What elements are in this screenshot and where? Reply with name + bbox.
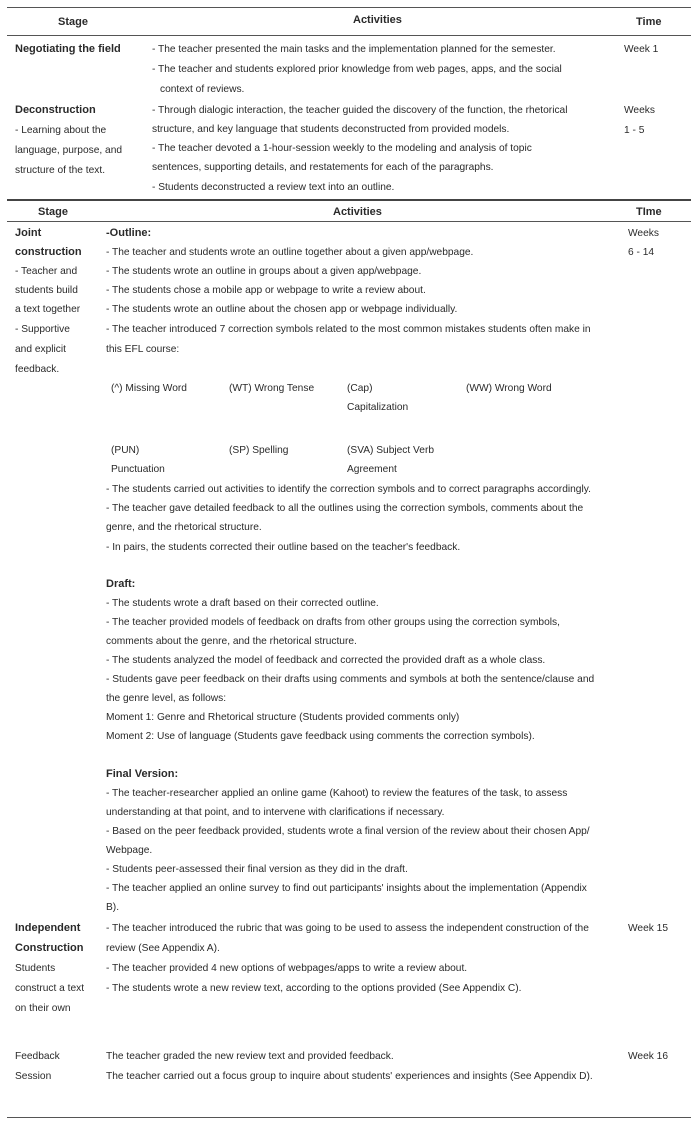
- draft-line-4: - The students analyzed the model of feedback and corrected the provided draft as a whole class.: [106, 655, 546, 666]
- outline-line-6: this EFL course:: [106, 344, 180, 355]
- joint-stage-title-2: construction: [15, 246, 82, 258]
- draft-line-6: the genre level, as follows:: [106, 693, 227, 704]
- feedback-time: Week 16: [628, 1051, 669, 1062]
- final-line-4: Webpage.: [106, 845, 153, 856]
- deconstruction-activity-line-3: - The teacher devoted a 1-hour-session weekly to the modeling and analysis of topic: [152, 143, 532, 154]
- outline-line-4: - The students wrote an outline about the chosen app or webpage individually.: [106, 304, 458, 315]
- draft-section-title: Draft:: [106, 578, 136, 590]
- symbol-punctuation: Punctuation: [111, 464, 165, 475]
- outline-after-line-2: - The teacher gave detailed feedback to all the outlines using the correction symbols, comments about the: [106, 503, 584, 514]
- symbol-subject-verb: (SVA) Subject Verb: [347, 445, 435, 456]
- joint-stage-desc-1: - Teacher and: [15, 266, 78, 277]
- draft-line-7: Moment 1: Genre and Rhetorical structure (Students provided comments only): [106, 712, 460, 723]
- joint-time-1: Weeks: [628, 228, 659, 239]
- joint-stage-desc-4: - Supportive: [15, 324, 70, 335]
- table2-header-rule: [7, 221, 691, 222]
- joint-stage-desc-6: feedback.: [15, 364, 60, 375]
- independent-stage-title-1: Independent: [15, 922, 81, 934]
- table1-header-activities: Activities: [353, 14, 402, 26]
- outline-section-title: -Outline:: [106, 227, 152, 239]
- symbol-missing-word: (^) Missing Word: [111, 383, 187, 394]
- outline-after-line-1: - The students carried out activities to identify the correction symbols and to correct paragraphs accordingly.: [106, 484, 591, 495]
- draft-line-1: - The students wrote a draft based on their corrected outline.: [106, 598, 379, 609]
- independent-line-4: - The students wrote a new review text, according to the options provided (See Appendix C).: [106, 983, 522, 994]
- feedback-line-1: The teacher graded the new review text and provided feedback.: [106, 1051, 394, 1062]
- negotiating-time: Week 1: [624, 44, 659, 55]
- deconstruction-activity-line-2: structure, and key language that students deconstructed from provided models.: [152, 124, 510, 135]
- table1-bottom-rule: [7, 199, 691, 201]
- table1-header-time: Time: [636, 16, 662, 28]
- outline-after-line-3: genre, and the rhetorical structure.: [106, 522, 262, 533]
- final-line-3: - Based on the peer feedback provided, students wrote a final version of the review about their chosen App/: [106, 826, 590, 837]
- deconstruction-stage-desc-3: structure of the text.: [15, 165, 106, 176]
- deconstruction-time-1: Weeks: [624, 105, 655, 116]
- symbol-agreement: Agreement: [347, 464, 397, 475]
- feedback-line-2: The teacher carried out a focus group to inquire about students' experiences and insights (See Appendix D).: [106, 1071, 593, 1082]
- independent-stage-desc-3: on their own: [15, 1003, 71, 1014]
- table2-header-activities: Activities: [333, 206, 382, 218]
- deconstruction-stage-title: Deconstruction: [15, 104, 96, 116]
- draft-line-5: - Students gave peer feedback on their drafts using comments and symbols at both the sentence/clause and: [106, 674, 595, 685]
- joint-stage-desc-3: a text together: [15, 304, 81, 315]
- deconstruction-activity-line-5: - Students deconstructed a review text into an outline.: [152, 182, 395, 193]
- independent-line-1: - The teacher introduced the rubric that was going to be used to assess the independent construction of the: [106, 923, 589, 934]
- deconstruction-stage-desc-2: language, purpose, and: [15, 145, 123, 156]
- table1-top-rule: [7, 7, 691, 8]
- draft-line-3: comments about the genre, and the rhetorical structure.: [106, 636, 357, 647]
- joint-stage-title-1: Joint: [15, 227, 42, 239]
- feedback-stage-title-1: Feedback: [15, 1051, 60, 1062]
- independent-stage-desc-1: Students: [15, 963, 56, 974]
- final-line-2: understanding at that point, and to intervene with clarifications if necessary.: [106, 807, 445, 818]
- outline-line-1: - The teacher and students wrote an outline together about a given app/webpage.: [106, 247, 474, 258]
- final-line-5: - Students peer-assessed their final version as they did in the draft.: [106, 864, 408, 875]
- table1-header-stage: Stage: [58, 16, 88, 28]
- joint-stage-desc-2: students build: [15, 285, 78, 296]
- independent-line-2: review (See Appendix A).: [106, 943, 220, 954]
- table2-header-time: TIme: [636, 206, 662, 218]
- symbol-capitalization: Capitalization: [347, 402, 409, 413]
- final-line-6: - The teacher applied an online survey to find out participants' insights about the implementation (Appendix: [106, 883, 587, 894]
- final-section-title: Final Version:: [106, 768, 179, 780]
- deconstruction-activity-line-4: sentences, supporting details, and restatements for each of the paragraphs.: [152, 162, 494, 173]
- negotiating-activity-line-2: - The teacher and students explored prior knowledge from web pages, apps, and the social: [152, 64, 562, 75]
- negotiating-activity-line-3: context of reviews.: [160, 84, 245, 95]
- draft-line-8: Moment 2: Use of language (Students gave feedback using comments the correction symbols).: [106, 731, 535, 742]
- negotiating-stage-title: Negotiating the field: [15, 43, 121, 55]
- deconstruction-activity-line-1: - Through dialogic interaction, the teacher guided the discovery of the function, the rhetorical: [152, 105, 568, 116]
- feedback-stage-title-2: Session: [15, 1071, 52, 1082]
- symbol-wrong-tense: (WT) Wrong Tense: [229, 383, 315, 394]
- table2-header-stage: Stage: [38, 206, 68, 218]
- joint-time-2: 6 - 14: [628, 247, 655, 258]
- independent-stage-desc-2: construct a text: [15, 983, 85, 994]
- independent-stage-title-2: Construction: [15, 942, 84, 954]
- symbol-spelling: (SP) Spelling: [229, 445, 289, 456]
- negotiating-activity-line-1: - The teacher presented the main tasks and the implementation planned for the semester.: [152, 44, 556, 55]
- joint-stage-desc-5: and explicit: [15, 344, 66, 355]
- deconstruction-stage-desc-1: - Learning about the: [15, 125, 107, 136]
- table1-header-rule: [7, 35, 691, 36]
- draft-line-2: - The teacher provided models of feedback on drafts from other groups using the correction symbols,: [106, 617, 560, 628]
- independent-time: Week 15: [628, 923, 669, 934]
- deconstruction-time-2: 1 - 5: [624, 125, 645, 136]
- table2-bottom-rule: [7, 1117, 691, 1118]
- outline-line-2: - The students wrote an outline in groups about a given app/webpage.: [106, 266, 422, 277]
- final-line-7: B).: [106, 902, 120, 913]
- independent-line-3: - The teacher provided 4 new options of webpages/apps to write a review about.: [106, 963, 468, 974]
- outline-after-line-4: - In pairs, the students corrected their outline based on the teacher's feedback.: [106, 542, 461, 553]
- final-line-1: - The teacher-researcher applied an online game (Kahoot) to review the features of the task, to assess: [106, 788, 568, 799]
- outline-line-3: - The students chose a mobile app or webpage to write a review about.: [106, 285, 426, 296]
- outline-line-5: - The teacher introduced 7 correction symbols related to the most common mistakes students often make in: [106, 324, 591, 335]
- symbol-wrong-word: (WW) Wrong Word: [466, 383, 552, 394]
- symbol-pun: (PUN): [111, 445, 140, 456]
- symbol-cap: (Cap): [347, 383, 373, 394]
